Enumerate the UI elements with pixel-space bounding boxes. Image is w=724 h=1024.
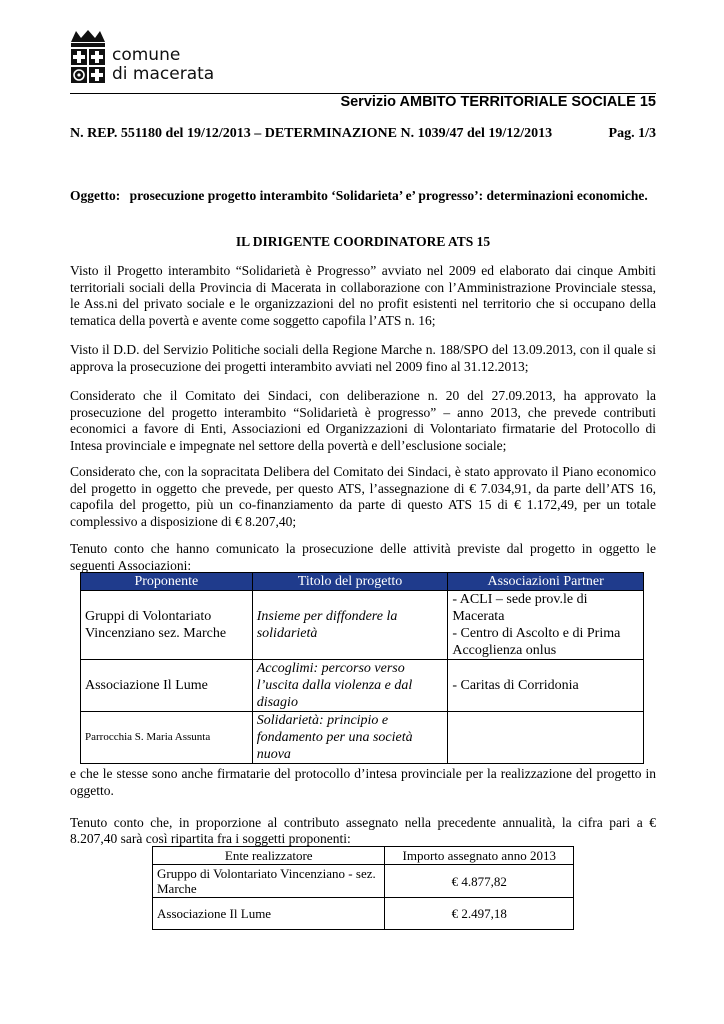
associations-table — [80, 572, 644, 764]
service-title: Servizio AMBITO TERRITORIALE SOCIALE 15 — [340, 94, 656, 110]
cell-ente: Gruppo di Volontariato Vincenziano - sez. Marche — [153, 865, 385, 898]
header-ente: Ente realizzatore — [153, 847, 385, 865]
header-proponente: Proponente — [81, 573, 253, 591]
alloc-header-row — [153, 847, 574, 865]
paragraph-4: Considerato che, con la sopracitata Delibera del Comitato dei Sindaci, è stato approvato il Piano economico del progetto in oggetto che prevede, per questo ATS, l’assegnazione di € 7.034,91, da parte dell’ATS 16, capofila del progetto, più un co-finanziamento da parte di questo ATS 15 di € 1.172,49, per un totale complessivo a disposizione di € 8.207,40; — [70, 464, 656, 529]
subject-label: Oggetto: — [70, 188, 121, 203]
header-importo: Importo assegnato anno 2013 — [385, 847, 574, 865]
subject-text: prosecuzione progetto interambito ‘Solidarieta’ e’ progresso’: determinazioni economiche. — [129, 188, 648, 203]
paragraph-2: Visto il D.D. del Servizio Politiche sociali della Regione Marche n. 188/SPO del 13.09.2013, con il quale si approva la prosecuzione dei progetti interambito avviati nel 2009 fino al 31.12.2013; — [70, 342, 656, 374]
table-header-row — [81, 573, 644, 591]
table-row — [153, 865, 574, 898]
table-row — [81, 660, 644, 712]
cell-importo: € 4.877,82 — [385, 865, 574, 898]
rep-number: N. REP. 551180 del 19/12/2013 – DETERMINAZIONE N. 1039/47 del 19/12/2013 — [70, 126, 553, 141]
paragraph-1: Visto il Progetto interambito “Solidarietà è Progresso” avviato nel 2009 ed elaborato dai cinque Ambiti territoriali sociali della Provincia di Macerata in collaborazione con l’Amministrazione Provinciale stessa, le Ass.ni del privato sociale e le organizzazioni del no profit esistenti nel territorio che si occupano della tematica della povertà e avente come soggetto capofila l’ATS n. 16; — [70, 263, 656, 328]
paragraph-7: Tenuto conto che, in proporzione al contributo assegnato nella precedente annualità, la cifra pari a € 8.207,40 sarà così ripartita fra i soggetti proponenti: — [70, 815, 656, 846]
header-titolo: Titolo del progetto — [252, 573, 448, 591]
allocation-table — [152, 846, 574, 930]
table-row — [81, 591, 644, 660]
section-heading: IL DIRIGENTE COORDINATORE ATS 15 — [235, 234, 491, 249]
table-row — [153, 898, 574, 930]
paragraph-5: Tenuto conto che hanno comunicato la prosecuzione delle attività previste dal progetto in oggetto le seguenti Associazioni: — [70, 541, 656, 573]
page-number: Pag. 1/3 — [608, 126, 656, 141]
table-row — [81, 712, 644, 764]
crest-icon — [70, 30, 106, 86]
subject — [70, 188, 656, 204]
cell-titolo: Accoglimi: percorso verso l’uscita dalla violenza e dal disagio — [252, 660, 448, 712]
cell-proponente: Gruppi di Volontariato Vincenziano sez. Marche — [81, 591, 253, 660]
paragraph-6: e che le stesse sono anche firmatarie del protocollo d’intesa provinciale per la realizzazione del progetto in oggetto. — [70, 766, 656, 798]
cell-proponente: Associazione Il Lume — [81, 660, 253, 712]
comune-logo — [70, 30, 214, 86]
cell-importo: € 2.497,18 — [385, 898, 574, 930]
cell-partner: - ACLI – sede prov.le di Macerata - Centro di Ascolto e di Prima Accoglienza onlus — [448, 591, 644, 660]
cell-ente: Associazione Il Lume — [153, 898, 385, 930]
cell-partner — [448, 712, 644, 764]
document-reference — [70, 126, 656, 142]
logo-line1: comune — [112, 45, 181, 65]
paragraph-3: Considerato che il Comitato dei Sindaci, con deliberazione n. 20 del 27.09.2013, ha approvato la prosecuzione del progetto interambito “Solidarietà è progresso” – anno 2013, che prevede contributi economici a favore di Enti, Associazioni ed Organizzazioni di Volontariato firmatarie del Protocollo di Intesa provinciale e impegnate nel settore della povertà e dell’esclusione sociale; — [70, 388, 656, 453]
logo-text — [112, 46, 214, 84]
cell-partner: - Caritas di Corridonia — [448, 660, 644, 712]
cell-titolo: Solidarietà: principio e fondamento per una società nuova — [252, 712, 448, 764]
header-partner: Associazioni Partner — [448, 573, 644, 591]
cell-proponente: Parrocchia S. Maria Assunta — [81, 712, 253, 764]
cell-titolo: Insieme per diffondere la solidarietà — [252, 591, 448, 660]
logo-line2: di macerata — [112, 64, 215, 84]
